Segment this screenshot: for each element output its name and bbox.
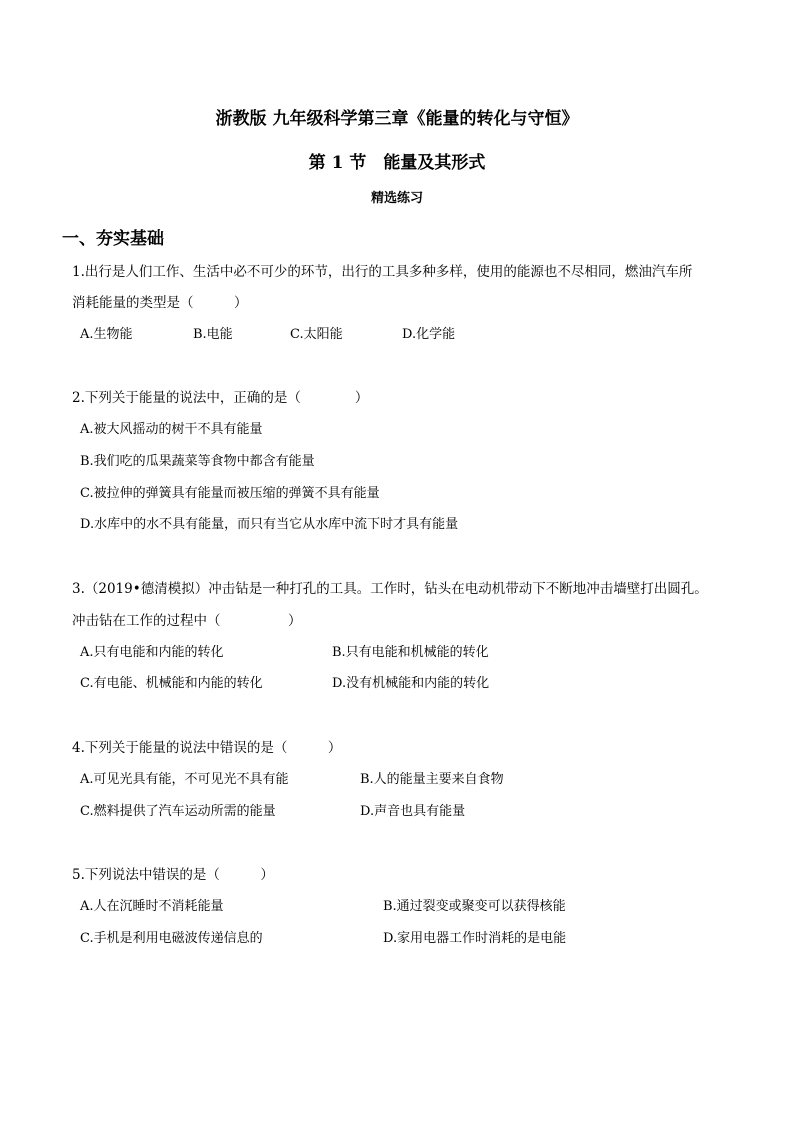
question-stem-line: 3.（2019•德清模拟）冲击钻是一种打孔的工具。工作时，钻头在电动机带动下不断地冲击墙壁打出圆孔。 — [72, 581, 708, 597]
question-stem-line: 消耗能量的类型是（ ） — [72, 295, 248, 311]
option-c: C.有电能、机械能和内能的转化 — [80, 676, 263, 691]
option-a: A.人在沉睡时不消耗能量 — [80, 899, 224, 914]
option-a: A.只有电能和内能的转化 — [80, 645, 224, 660]
question-stem-line: 冲击钻在工作的过程中（ ） — [72, 613, 302, 629]
option-d: D.家用电器工作时消耗的是电能 — [383, 931, 567, 946]
section-title: 第 1 节 能量及其形式 — [308, 153, 486, 173]
part-heading: 一、夯实基础 — [62, 229, 164, 249]
option-b: B.电能 — [193, 327, 233, 342]
option-d: D.没有机械能和内能的转化 — [332, 676, 490, 691]
question-stem-line: 5.下列说法中错误的是（ ） — [72, 867, 274, 883]
option-d: D.水库中的水不具有能量，而只有当它从水库中流下时才具有能量 — [80, 517, 459, 532]
option-b: B.人的能量主要来自食物 — [360, 772, 504, 787]
option-d: D.化学能 — [402, 327, 456, 342]
option-a: A.被大风摇动的树干不具有能量 — [80, 422, 263, 437]
option-b: B.我们吃的瓜果蔬菜等食物中都含有能量 — [80, 454, 315, 469]
document-title: 浙教版 九年级科学第三章《能量的转化与守恒》 — [215, 109, 579, 129]
option-c: C.太阳能 — [290, 327, 343, 342]
question-stem-line: 4.下列关于能量的说法中错误的是（ ） — [72, 740, 342, 756]
document-subtitle: 精选练习 — [370, 191, 423, 206]
option-c: C.被拉伸的弹簧具有能量而被压缩的弹簧不具有能量 — [80, 486, 380, 501]
option-a: A.生物能 — [80, 327, 133, 342]
question-stem-line: 1.出行是人们工作、生活中必不可少的环节，出行的工具多种多样，使用的能源也不尽相同，燃油汽车所 — [72, 264, 693, 280]
option-c: C.手机是利用电磁波传递信息的 — [80, 931, 263, 946]
option-c: C.燃料提供了汽车运动所需的能量 — [80, 804, 276, 819]
option-a: A.可见光具有能，不可见光不具有能 — [80, 772, 289, 787]
question-stem-line: 2.下列关于能量的说法中，正确的是（ ） — [72, 390, 369, 406]
option-b: B.只有电能和机械能的转化 — [332, 645, 489, 660]
option-b: B.通过裂变或聚变可以获得核能 — [383, 899, 566, 914]
option-d: D.声音也具有能量 — [360, 804, 466, 819]
